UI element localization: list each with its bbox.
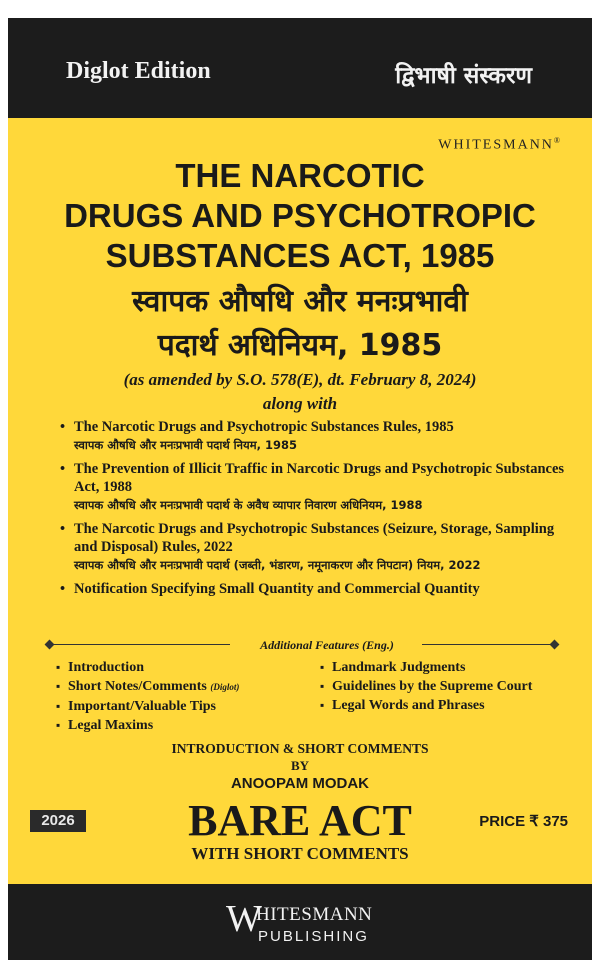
diglot-tag: (Diglot) [210,682,240,692]
title-english-line-1: THE NARCOTIC [175,157,425,194]
logo-name: HITESMANN [256,904,373,925]
list-item [60,418,580,454]
title-hindi-line-1: स्वापक औषधि और मनःप्रभावी [132,284,468,319]
divider-rule [422,644,552,645]
features-left-list [56,658,239,735]
logo-sub: PUBLISHING [258,928,369,945]
title-english-line-3: SUBSTANCES ACT, 1985 [105,237,495,274]
by-label: BY [290,758,310,773]
year-badge: 2026 [30,810,86,832]
item-english: The Prevention of Illicit Traffic in Narcotic Drugs and Psychotropic Substances Act, 1988 [74,461,565,495]
publisher-mark [438,136,562,154]
item-hindi: स्वापक औषधि और मनःप्रभावी पदार्थ (जब्ती, भंडारण, नमूनाकरण और निपटान) नियम, 2022 [74,558,481,572]
item-english: Notification Specifying Small Quantity and Commercial Quantity [74,581,480,597]
intro-comments-line: INTRODUCTION & SHORT COMMENTS [171,741,429,756]
feature-item: ▪ Important/Valuable Tips [56,697,239,716]
feature-item: ▪ Introduction [56,658,239,677]
features-divider [46,638,558,652]
publisher-mark-text: WHITESMANN [438,137,554,153]
with-comments-line: WITH SHORT COMMENTS [191,844,409,863]
feature-item-text: Short Notes/Comments [68,679,207,694]
list-item [60,460,580,514]
included-acts-list [60,418,580,604]
bottom-band [8,884,592,960]
item-hindi: स्वापक औषधि और मनःप्रभावी पदार्थ नियम, 1985 [74,438,297,452]
feature-item: ▪ Guidelines by the Supreme Court [320,677,532,696]
edition-hindi: द्विभाषी संस्करण [395,63,532,89]
title-hindi [8,280,592,368]
title-english [8,156,592,276]
feature-item [56,677,239,697]
author-name: ANOOPAM MODAK [230,775,370,792]
item-hindi: स्वापक औषधि और मनःप्रभावी पदार्थ के अवैध व्यापार निवारण अधिनियम, 1988 [74,498,423,512]
divider-diamond [550,640,560,650]
amendment-note: (as amended by S.O. 578(E), dt. February 8, 2024) [123,370,477,389]
along-with-label: along with [262,394,338,413]
list-item [60,520,580,574]
features-heading: Additional Features (Eng.) [260,638,394,652]
feature-item: ▪ Legal Maxims [56,716,239,735]
registered-mark: ® [553,136,562,145]
publisher-logo [226,898,396,948]
book-cover [8,18,592,960]
feature-item: ▪ Landmark Judgments [320,658,532,677]
features-right-list [320,658,532,715]
title-hindi-line-2: पदार्थ अधिनियम, 1985 [157,328,443,363]
price-label: PRICE ₹ 375 [479,813,568,830]
title-english-line-2: DRUGS AND PSYCHOTROPIC [64,197,536,234]
item-english: The Narcotic Drugs and Psychotropic Substances (Seizure, Storage, Sampling and Disposal) Rules, 2022 [74,521,555,555]
divider-rule [52,644,230,645]
edition-english: Diglot Edition [66,58,211,84]
bare-act-title: BARE ACT [188,796,412,845]
item-english: The Narcotic Drugs and Psychotropic Substances Rules, 1985 [74,419,454,435]
feature-item: ▪ Legal Words and Phrases [320,696,532,715]
list-item [60,580,580,598]
logo-letter: W [226,898,262,940]
top-band [8,18,592,118]
